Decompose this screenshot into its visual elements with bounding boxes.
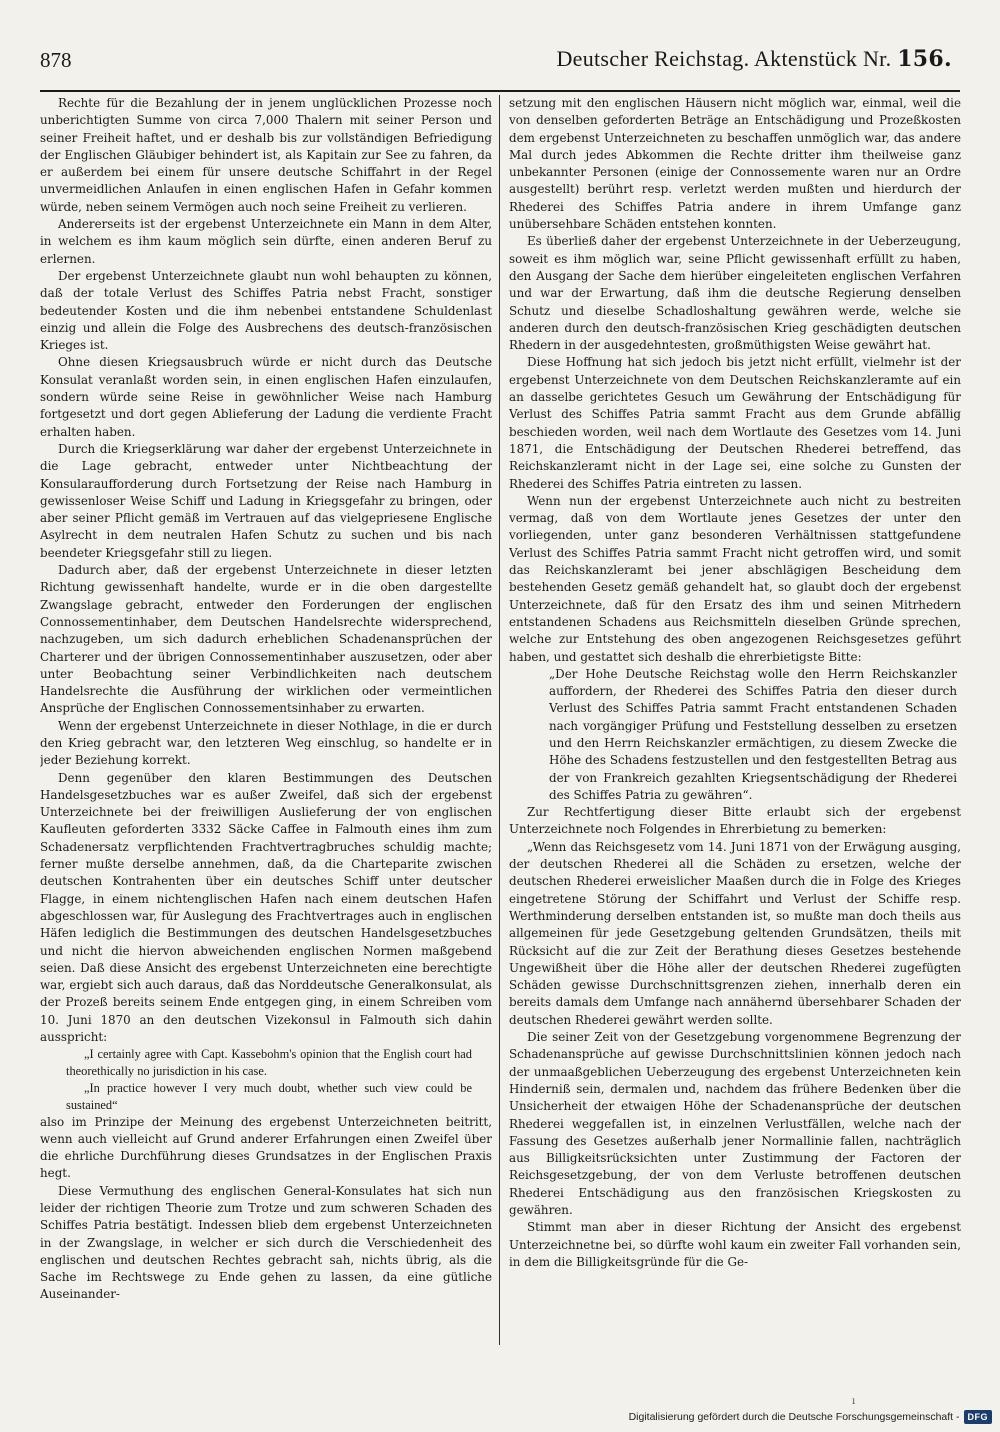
paragraph: Diese Hoffnung hat sich jedoch bis jetzt nicht erfüllt, vielmehr ist der ergebenst Unterzeichnete von dem Deutschen Reichskanzleramte auf ein an dasselbe gerichtetes Gesuch um Gewährung der Entschädigung für Verlust des Schiffes Patria sammt Fracht aus dem Grunde abfällig beschieden worden, weil nach dem Wortlaute des Gesetzes vom 14. Juni 1871, die Entschädigung der Deutschen Rhederei betreffend, das Reichskanzleramt nicht in der Lage sei, eine solche zu Gunsten der Rhederei des Schiffes Patria eintreten zu lassen.: [509, 355, 961, 491]
paragraph: Stimmt man aber in dieser Richtung der Ansicht des ergebenst Unterzeichnetne bei, so dürfte wohl kaum ein zweiter Fall vorhanden sein, in dem die Billigkeitsgründe für die Ge-: [509, 1220, 961, 1269]
running-head: [556, 46, 952, 72]
scan-mark: ı: [852, 1396, 856, 1407]
paragraph: Wenn der ergebenst Unterzeichnete in dieser Nothlage, in die er durch den Krieg gebracht war, den letzteren Weg einschlug, so handelte er in jeder Beziehung korrekt.: [40, 718, 492, 768]
column-divider: [499, 95, 500, 1345]
paragraph: Dadurch aber, daß der ergebenst Unterzeichnete in dieser letzten Richtung gewissenhaft handelte, wurde er in die oben dargestellte Zwangslage gebracht, entweder den Forderungen der englischen Connossementinhaber, dem Deutschen Handelsrechte widersprechend, nachzugeben, um sich dadurch erheblichen Schadenansprüchen der Charterer und der übrigen Connossementinhaber auszusetzen, oder aber unter Beobachtung seiner Verbindlichkeiten nach deutschem Handelsrechte die Ausführung der wirklichen oder vermeintlichen Ansprüche der Englischen Connossementsinhaber zu erwarten.: [40, 563, 492, 716]
right-column-paragraphs-after: [509, 804, 961, 1271]
right-column-paragraphs: [509, 95, 961, 666]
footer: [629, 1408, 992, 1426]
petition-quote: „Der Hohe Deutsche Reichstag wolle den Herrn Reichskanzler auffordern, der Rhederei des Schiffes Patria den dieser durch Verlust des Schiffes Patria sammt Fracht entstandenen Schaden nach vorgängiger Prüfung und Feststellung desselben zu ersetzen und den Herrn Reichskanzler ermächtigen, zu diesem Zwecke die Höhe des Schadens festzustellen und den festgestellten Betrag aus der von Frankreich gezahlten Kriegsentschädigung der Rhederei des Schiffes Patria zu gewähren“.: [549, 666, 957, 802]
left-column: [40, 95, 492, 1350]
dfg-logo-icon: DFG: [964, 1410, 993, 1424]
paragraph: Es überließ daher der ergebenst Unterzeichnete in der Ueberzeugung, soweit es ihm möglich war, seine Pflicht gewissenhaft erfüllt zu haben, den Ausgang der Sache dem hierüber eingeleiteten englischen Verfahren und war der Erwartung, daß ihm die deutsche Regierung denselben Schutz und dieselbe Schadloshaltung gewähren werde, welche sie anderen durch den deutsch-französischen Krieg geschädigten deutschen Rhedern in der ausgedehntesten, großmüthigsten Weise gewährt hat.: [509, 234, 961, 353]
paragraph: „Wenn das Reichsgesetz vom 14. Juni 1871 von der Erwägung ausging, der deutschen Rhederei all die Schäden zu ersetzen, welche der deutschen Rhederei erweislicher Maaßen durch die in Folge des Krieges eingetretene Störung der Schiffahrt und Verlust der Schiffe resp. Werthminderung derselben entstanden ist, so mußte man doch theils aus allgemeinen für jede Gesetzgebung geltenden Grundsätzen, theils mit Rücksicht auf die zur Zeit der Berathung dieses Gesetzes bestehende Ungewißheit über die Höhe aller der deutschen Rhederei zugefügten Schäden gewisse Durchschnittsgrenzen ziehen, innerhalb deren ein bereits damals dem Umfange nach annähernd übersehbarer Schaden der deutschen Rhederei gewährt werden sollte.: [509, 839, 961, 1027]
paragraph: Diese Vermuthung des englischen General-Konsulates hat sich nun leider der richtigen Theorie zum Trotze und zum schweren Schaden des Schiffes Patria bestätigt. Indessen blieb dem ergebenst Unterzeichneten in der Zwangslage, in welcher er sich durch die Verschiedenheit des englischen und deutschen Rechtes gebracht sah, nichts übrig, als die Sache im Rechtswege zu Ende gehen zu lassen, da eine gütliche Auseinander-: [40, 1183, 492, 1302]
header-rule: [40, 90, 960, 92]
english-quote-1: „I certainly agree with Capt. Kassebohm's opinion that the English court had theorethically no jurisdiction in his case.: [66, 1047, 472, 1079]
document-number: 156.: [897, 46, 952, 72]
paragraph: Der ergebenst Unterzeichnete glaubt nun wohl behaupten zu können, daß der totale Verlust des Schiffes Patria nebst Fracht, sonstiger bedeutender Kosten und die ihm nebenbei entstandene Schuldenlast einzig und allein die Folge des Ausbrechens des deutsch-französischen Krieges ist.: [40, 268, 492, 353]
paragraph: Ohne diesen Kriegsausbruch würde er nicht durch das Deutsche Konsulat veranlaßt worden sein, in einen englischen Hafen einzulaufen, sondern würde seine Reise in gewöhnlicher Weise nach Hamburg fortgesetzt und dort gegen Ablieferung der Ladung die verdiente Fracht erhalten haben.: [40, 355, 492, 439]
digitization-credit: Digitalisierung gefördert durch die Deutsche Forschungsgemeinschaft -: [628, 1411, 960, 1423]
paragraph: also im Prinzipe der Meinung des ergebenst Unterzeichneten beitritt, wenn auch vielleicht auf Grund anderer Erfahrungen einen Zweifel über die ehrliche Durchführung dieses Grundsatzes in der Englischen Praxis hegt.: [40, 1114, 492, 1181]
paragraph: Wenn nun der ergebenst Unterzeichnete auch nicht zu bestreiten vermag, daß von dem Wortlaute jenes Gesetzes der unter den vorliegenden, unter ganz besonderen Verhältnissen stattgefundene Verlust des Schiffes Patria sammt Fracht nicht getroffen wird, und somit das Reichskanzleramt bei jener abschlägigen Bescheidung dem bestehenden Gesetz gemäß gehandelt hat, so glaubt doch der ergebenst Unterzeichnete, daß für den Ersatz des ihm und seinen Mitrhedern entstandenen Schadens aus Reichsmitteln dieselben Gründe sprechen, welche zur Entstehung des oben angezogenen Reichsgesetzes geführt haben, und gestattet sich deshalb die ehrerbietigste Bitte:: [509, 493, 961, 664]
paragraph: Andererseits ist der ergebenst Unterzeichnete ein Mann in dem Alter, in welchem es ihm kaum möglich sein dürfte, einen anderen Beruf zu erlernen.: [40, 217, 492, 266]
paragraph: Durch die Kriegserklärung war daher der ergebenst Unterzeichnete in die Lage gebracht, entweder unter Nichtbeachtung der Konsularaufforderung durch Fortsetzung der Reise nach Hamburg in gewissenloser Weise Schiff und Ladung in Kriegsgefahr zu bringen, oder aber seiner Pflicht gemäß im Vertrauen auf das vielgepriesene Englische Asylrecht in dem neutralen Hafen Schutz zu suchen und bis nach beendeter Kriegsgefahr still zu liegen.: [40, 441, 492, 560]
page-header: [40, 40, 956, 80]
paragraph: Rechte für die Bezahlung der in jenem unglücklichen Prozesse noch unberichtigten Summe von circa 7,000 Thalern mit seiner Person und seiner Freiheit haftet, und er deshalb bis zur vollständigen Befriedigung der Englischen Gläubiger behindert ist, als Kapitain zur See zu fahren, da er außerdem bei einem für unsere deutsche Schiffahrt in der Regel unvermeidlichen Anlaufen in einen englischen Hafen in Gefahr kommen würde, neben seinem Vermögen auch noch seine Freiheit zu verlieren.: [40, 96, 492, 214]
left-column-paragraphs-after: [40, 1114, 492, 1304]
page-number: 878: [40, 48, 72, 72]
paragraph: Die seiner Zeit von der Gesetzgebung vorgenommene Begrenzung der Schadenansprüche auf gewisse Durchschnittslinien können jedoch nach der unmaaßgeblichen Ueberzeugung des ergebenst Unterzeichneten kein Hinderniß sein, dermalen und, nachdem das frühere Bedenken über die Unsicherheit der etwaigen Höhe der Schadenansprüche der deutschen Rhederei weggefallen ist, in einzelnen Verlustfällen, welche nach der Fassung des Gesetzes außerhalb jener Normallinie fallen, nachträglich aus Billigkeitsrücksichten unter Zustimmung der Factoren der Reichsgesetzgebung, der von dem Verluste betroffenen deutschen Rhederei Entschädigung aus den französischen Kriegskosten zu gewähren.: [509, 1030, 961, 1217]
paragraph: Zur Rechtfertigung dieser Bitte erlaubt sich der ergebenst Unterzeichnete noch Folgendes in Ehrerbietung zu bemerken:: [509, 805, 961, 837]
paragraph: setzung mit den englischen Häusern nicht möglich war, einmal, weil die von denselben geforderten Beträge an Entschädigung und Prozeßkosten dem ergebenst Unterzeichneten zu beschaffen unmöglich war, das andere Mal durch jedes Abkommen die Rechte dritter ihm theilweise ganz unbekannter Personen (einige der Connossemente waren nur an Ordre ausgestellt) berührt resp. verletzt werden mußten und hierdurch der Rhederei des Schiffes Patria andere in ihrem Umfange ganz unübersehbare Schäden entstehen konnten.: [509, 96, 961, 232]
english-quote-2: „In practice however I very much doubt, whether such view could be sustained“: [66, 1080, 472, 1112]
right-column: [509, 95, 961, 1350]
left-column-paragraphs: [40, 95, 492, 1046]
paragraph: Denn gegenüber den klaren Bestimmungen des Deutschen Handelsgesetzbuches war es außer Zweifel, daß sich der ergebenst Unterzeichnete bei der freiwilligen Auslieferung der von englischen Kaufleuten geforderten 3332 Säcke Caffee in Falmouth eines ihm zum Schadenersatz verpflichtenden Frachtvertragbruches schuldig machte; ferner mußte derselbe annehmen, daß, da die Charteparite zwischen deutschen Kontrahenten über ein deutsches Schiff unter deutscher Flagge, in einem nichtenglischen Hafen nach einem deutschen Hafen abgeschlossen war, für Auslegung des Frachtvertrages auch in englischen Häfen lediglich die Bestimmungen des deutschen Handelsgesetzbuches und nicht die hiervon abweichenden englischen Normen maßgebend seien. Daß diese Ansicht des ergebenst Unterzeichneten eine berechtigte war, ergiebt sich auch daraus, daß das Norddeutsche Generalkonsulat, als der Prozeß bereits seinem Ende entgegen ging, in einem Schreiben vom 10. Juni 1870 an den deutschen Vizekonsul in Falmouth sich dahin ausspricht:: [40, 770, 492, 1045]
running-head-title: Deutscher Reichstag. Aktenstück Nr.: [556, 46, 892, 71]
